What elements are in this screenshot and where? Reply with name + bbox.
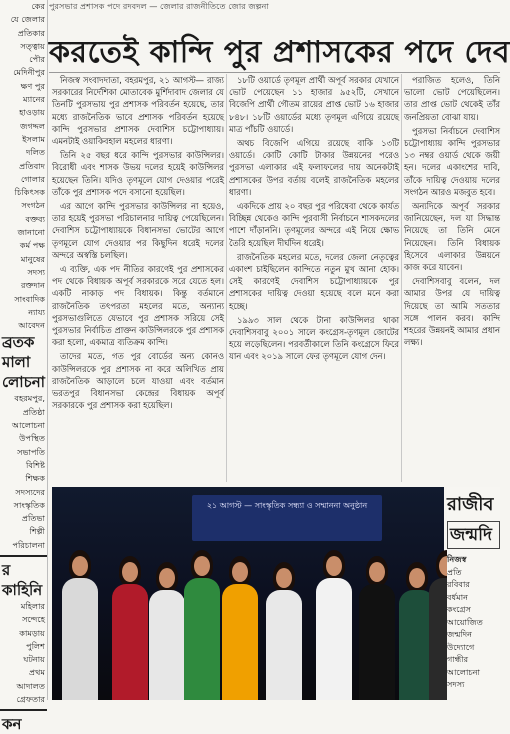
text-line: কের: [31, 1, 45, 11]
left-column-text-mid: [0, 392, 47, 552]
person-figure: [147, 562, 187, 700]
person-figure: [220, 556, 260, 700]
text-line: সদস্য: [447, 679, 465, 689]
top-fragment-text: পুরসভার প্রশাসক পদে রদবদল — জেলার রাজনীতিতে জোর জল্পনা: [49, 1, 269, 11]
text-line: উদ্যোগে: [447, 641, 475, 652]
side-article-title-2: জন্মদি: [447, 521, 500, 549]
column-divider: [226, 74, 227, 482]
garment: [266, 590, 302, 700]
side-article-title-1: রাজীব: [447, 494, 494, 515]
text-line: ক্ষণ পুর: [20, 80, 45, 91]
left-column-heading-6: কন: [2, 715, 22, 734]
text-line: সাংস্কৃতিক: [13, 499, 45, 510]
text-line: আলোচনা: [447, 666, 480, 677]
face: [326, 556, 342, 576]
text-line: কামড়ায়: [19, 627, 45, 638]
text-line: সংগঠন: [21, 200, 45, 211]
text-line: জন্মদিন: [447, 629, 473, 639]
left-column-heading-3: লোচনা: [2, 373, 46, 392]
left-column-divider-2: [0, 709, 47, 711]
text-line: আদালত: [16, 680, 45, 691]
article-paragraph: একদিকে প্রায় ২০ বছর পুর পরিষেবা থেকে কার্যত বিচ্ছিন্ন থেকেও কান্দি পুরবাসী নির্বাচনে শাসকদলের পাশে দাঁড়াননি। তৃণমূলের অন্দরে এই নিয়ে ক্ষোভ তৈরি হয়েছিল দীর্ঘদিন ধরেই।: [229, 201, 399, 248]
face: [232, 562, 248, 582]
person-figure: [264, 562, 304, 700]
text-line: হাওড়ায়: [19, 107, 45, 118]
article-paragraph: ১৮টি ওয়ার্ডে তৃণমূল প্রার্থী অপূর্ব সরকার যেখানে ভোট পেয়েছেন ১১ হাজার ৯৫২টি, সেখানে বিজেপি প্রার্থী গৌতম রায়ের প্রাপ্ত ভোট ১৬ হাজার ৮৪৮। ১৮টি ওয়ার্ডের মধ্যে তৃণমূল এগিয়ে রয়েছে মাত্র পাঁচটি ওয়ার্ডে।: [229, 75, 399, 134]
article-column-2: [229, 74, 399, 482]
article-paragraph: তাদের মতে, গত পুর বোর্ডের অন্য কোনও কাউন্সিলরকে পুর প্রশাসক না করে অলিখিত প্রায় রাজনৈতিক আড়ালে চলে যাওয়া এবং বর্তমান ভরতপুর বিধানসভা কেন্দ্রের বিধায়ক অপূর্ব সরকারকে পুর প্রশাসক করা হয়েছিল।: [52, 351, 224, 411]
article-column-3: [404, 74, 500, 482]
garment: [112, 584, 148, 700]
article-paragraph: ১৯৯৩ সাল থেকে টানা কাউন্সিলর থাকা দেবাশিসবাবু ২০০১ সালে কংগ্রেস-তৃণমূল জোটের হয়ে লড়েছিলেন। পরবর্তীকালে তিনি কংগ্রেসে ফিরে যান এবং ২০১৯ সালে ফের তৃণমূলে যোগ দেন।: [229, 314, 399, 362]
garment: [359, 584, 395, 700]
text-line: দলিত: [26, 147, 45, 158]
text-line: মানুষের: [20, 253, 45, 264]
text-line: প্রতিভা: [21, 513, 45, 524]
text-line: মহিলার: [20, 600, 45, 611]
garment: [149, 590, 185, 700]
face: [369, 562, 385, 582]
text-line: গ্রেফতার: [16, 694, 45, 705]
text-line: আবেদন: [18, 320, 45, 331]
text-line: জগদ্দল: [20, 120, 45, 131]
text-line: ঘটনায়: [23, 654, 45, 665]
event-photo: [52, 487, 444, 700]
left-column-heading-1: ব্রতক: [2, 333, 35, 352]
text-line: আলোচনা: [12, 420, 45, 431]
text-line: গান্ধীর: [447, 654, 469, 664]
person-figure: [314, 550, 354, 700]
person-figure: [110, 556, 150, 700]
person-figure: [357, 556, 397, 700]
text-line: বর্ধমান: [447, 591, 468, 602]
article-headline: করতেই কান্দি পুর প্রশাসকের পদে দেব: [49, 34, 500, 73]
text-line: ইসলাম: [22, 133, 45, 144]
text-line: ম্যানের: [23, 94, 45, 105]
text-line: পরিচালনা: [12, 539, 45, 550]
person-figure: [182, 550, 222, 700]
left-column-heading-5: কাহিনি: [2, 580, 43, 599]
text-line: বহরমপুর,: [14, 393, 45, 404]
text-line: মেদিনীপুর: [13, 67, 45, 78]
article-paragraph: এ ব্যক্তি, এক পদ নীতির কারণেই পুর প্রশাসকের পদ থেকে বিধায়ক অপূর্ব সরকারকে সরে যেতে হল। একটি নাকাড় পদ বিধায়ক। কিন্তু বর্তমানে রাজনৈতিক তৎপরতা মহলের মতে, অন্যান্য পুরসভাগুলিতে যেভাবে পুর প্রশাসক সরিয়ে সেই পুরসভার নির্বাচিত প্রাক্তন কাউন্সিলরকে পুর প্রশাসক করা হলো, একমাত্র ব্যতিক্রম কান্দি।: [52, 264, 224, 348]
left-column-heading-2: মালা: [2, 353, 31, 372]
article-paragraph: তিনি ২৫ বছর ধরে কান্দি পুরসভার কাউন্সিলর। বিরোধী এবং শাসক উভয় দলের হয়েই কাউন্সিলর হয়েছেন তিনি। যদিও তৃণমূলে যোগ দেওয়ার পরেই তাঁকে পুর প্রশাসক পদে বসানো হয়েছিল।: [52, 150, 224, 197]
garment: [184, 578, 220, 700]
column-divider: [401, 74, 402, 482]
text-line: সাংবাদিক: [14, 293, 45, 304]
article-column-1: [52, 74, 224, 482]
text-line: প্রতিষ্ঠা: [22, 406, 45, 417]
text-line: শিল্পী: [29, 526, 45, 537]
article-paragraph: পরাজিত হলেও, তিনি ভালো ভোট পেয়েছিলেন। তার প্রাপ্ত ভোট থেকেই তাঁর জনপ্রিয়তা বোঝা যায়।: [404, 75, 500, 122]
text-line: রবিবার: [447, 579, 470, 589]
garment: [62, 578, 98, 700]
stage-banner: ২১ আগস্ট — সাংস্কৃতিক সন্ধ্যা ও সম্মাননা অনুষ্ঠান: [192, 495, 382, 541]
article-paragraph: অথচ বিজেপি এগিয়ে রয়েছে বাকি ১৩টি ওয়ার্ডে। কোটি কোটি টাকার উন্নয়নের পরেও পুরসভা এলাকার এই ফলাফলের দায় অনেকটাই প্রশাসকের উপর বর্তায় বলেই রাজনৈতিক মহলের ধারণা।: [229, 138, 399, 197]
garment: [316, 578, 352, 700]
text-line: কর্ম পক্ষ: [19, 240, 45, 251]
article-paragraph: দেবাশিসবাবু বলেন, দল আমার উপর যে দায়িত্ব দিয়েছে তা আমি সততার সঙ্গে পালন করব। কান্দি শহরের উন্নয়নই আমার প্রধান লক্ষ্য।: [404, 276, 500, 348]
text-line: প্রতি: [447, 566, 462, 577]
left-column-text-top: [0, 0, 47, 332]
face: [276, 568, 292, 588]
text-line: সভাপতি: [17, 446, 45, 457]
text-line: সত্ত্বায়: [20, 40, 45, 51]
article-paragraph: অন্যদিকে অপূর্ব সরকার জানিয়েছেন, দল যা সিদ্ধান্ত নিয়েছে তা তিনি মেনে নিয়েছেন। তিনি বিধায়ক হিসেবে এলাকার উন্নয়নে কাজ করে যাবেন।: [404, 201, 500, 273]
text-line: কংগ্রেস: [447, 604, 472, 614]
text-line: আয়োজিত: [447, 616, 483, 627]
text-line: পুলিশ: [26, 640, 45, 651]
text-line: উপস্থিত: [19, 433, 45, 444]
text-line: সদস্যদের: [15, 486, 45, 497]
text-line: শিক্ষক: [25, 473, 45, 484]
garment: [222, 584, 258, 700]
text-line: প্রথম: [29, 667, 45, 678]
text-line: পৌর: [29, 54, 45, 65]
text-line: রক্তদান: [20, 280, 45, 291]
text-line: ন্যায্য: [28, 306, 45, 317]
side-article-byline: নিজস্ব: [447, 554, 467, 564]
text-line: প্রতিকার: [17, 27, 45, 38]
text-line: সন্দেহে: [22, 614, 45, 625]
text-line: জানানো: [17, 227, 45, 238]
face: [72, 556, 88, 576]
left-column-divider: [0, 555, 47, 557]
article-paragraph: পুরসভা নির্বাচনে দেবাশিস চট্টোপাধ্যায় কান্দি পুরসভার ১৩ নম্বর ওয়ার্ড থেকে জয়ী হন। দলের একাংশের দাবি, তাঁকে দায়িত্ব দেওয়ায় দলের সংগঠন আরও মজবুত হবে।: [404, 125, 500, 197]
text-line: গোলার: [20, 173, 45, 184]
side-article: [447, 487, 500, 700]
text-line: যে জেলার: [10, 14, 45, 25]
article-paragraph: এর আগে কান্দি পুরসভার কাউন্সিলর না হয়েও, তার হয়েই পুরসভা পরিচালনার দায়িত্ব পেয়েছিলেন। দেবাশিস চট্টোপাধ্যায়কে বিধানসভা ভোটের আগে তৃণমূলে যোগ দেওয়ার পর কিছুদিন ধরেই দলের অন্দরে অস্বস্তি চলছিল।: [52, 201, 224, 260]
face: [194, 556, 210, 576]
left-neighbor-column: [0, 0, 48, 734]
face: [122, 562, 138, 582]
article-paragraph: রাজনৈতিক মহলের মতে, দলের জেলা নেতৃত্বের একাংশ চাইছিলেন কান্দিতে নতুন মুখ আনা হোক। সেই কারণেই দেবাশিস চট্টোপাধ্যায়কে পুর প্রশাসকের দায়িত্ব দেওয়া হয়েছে বলে মনে করা হচ্ছে।: [229, 251, 399, 311]
face: [409, 568, 425, 588]
text-line: সদস্য: [27, 266, 45, 277]
text-line: চিকিৎসক: [14, 187, 45, 198]
text-line: বক্তব্য: [25, 213, 45, 224]
face: [159, 568, 175, 588]
article-paragraph: নিজস্ব সংবাদদাতা, বহরমপুর, ২১ আগস্ট— রাজ্য সরকারের নির্দেশিকা মোতাবেক মুর্শিদাবাদ জেলার যে তিনটি পুরসভায় পুর প্রশাসক পরিবর্তন হয়েছে, তার মধ্যে রাজনৈতিক ভাবে প্রশাসক পরিবর্তন হয়েছে কান্দি পুরসভার প্রশাসক দেবাশিস চট্টোপাধ্যায়। এমনটাই ওয়াকিবহাল মহলের ধারণা।: [52, 75, 224, 147]
text-line: প্রতিবাদ: [19, 160, 45, 171]
text-line: বিশিষ্ট: [26, 459, 45, 470]
left-column-heading-4: র: [2, 560, 11, 579]
side-article-body: [447, 566, 500, 691]
left-column-text-bottom: [0, 600, 47, 706]
person-figure: [60, 550, 100, 700]
